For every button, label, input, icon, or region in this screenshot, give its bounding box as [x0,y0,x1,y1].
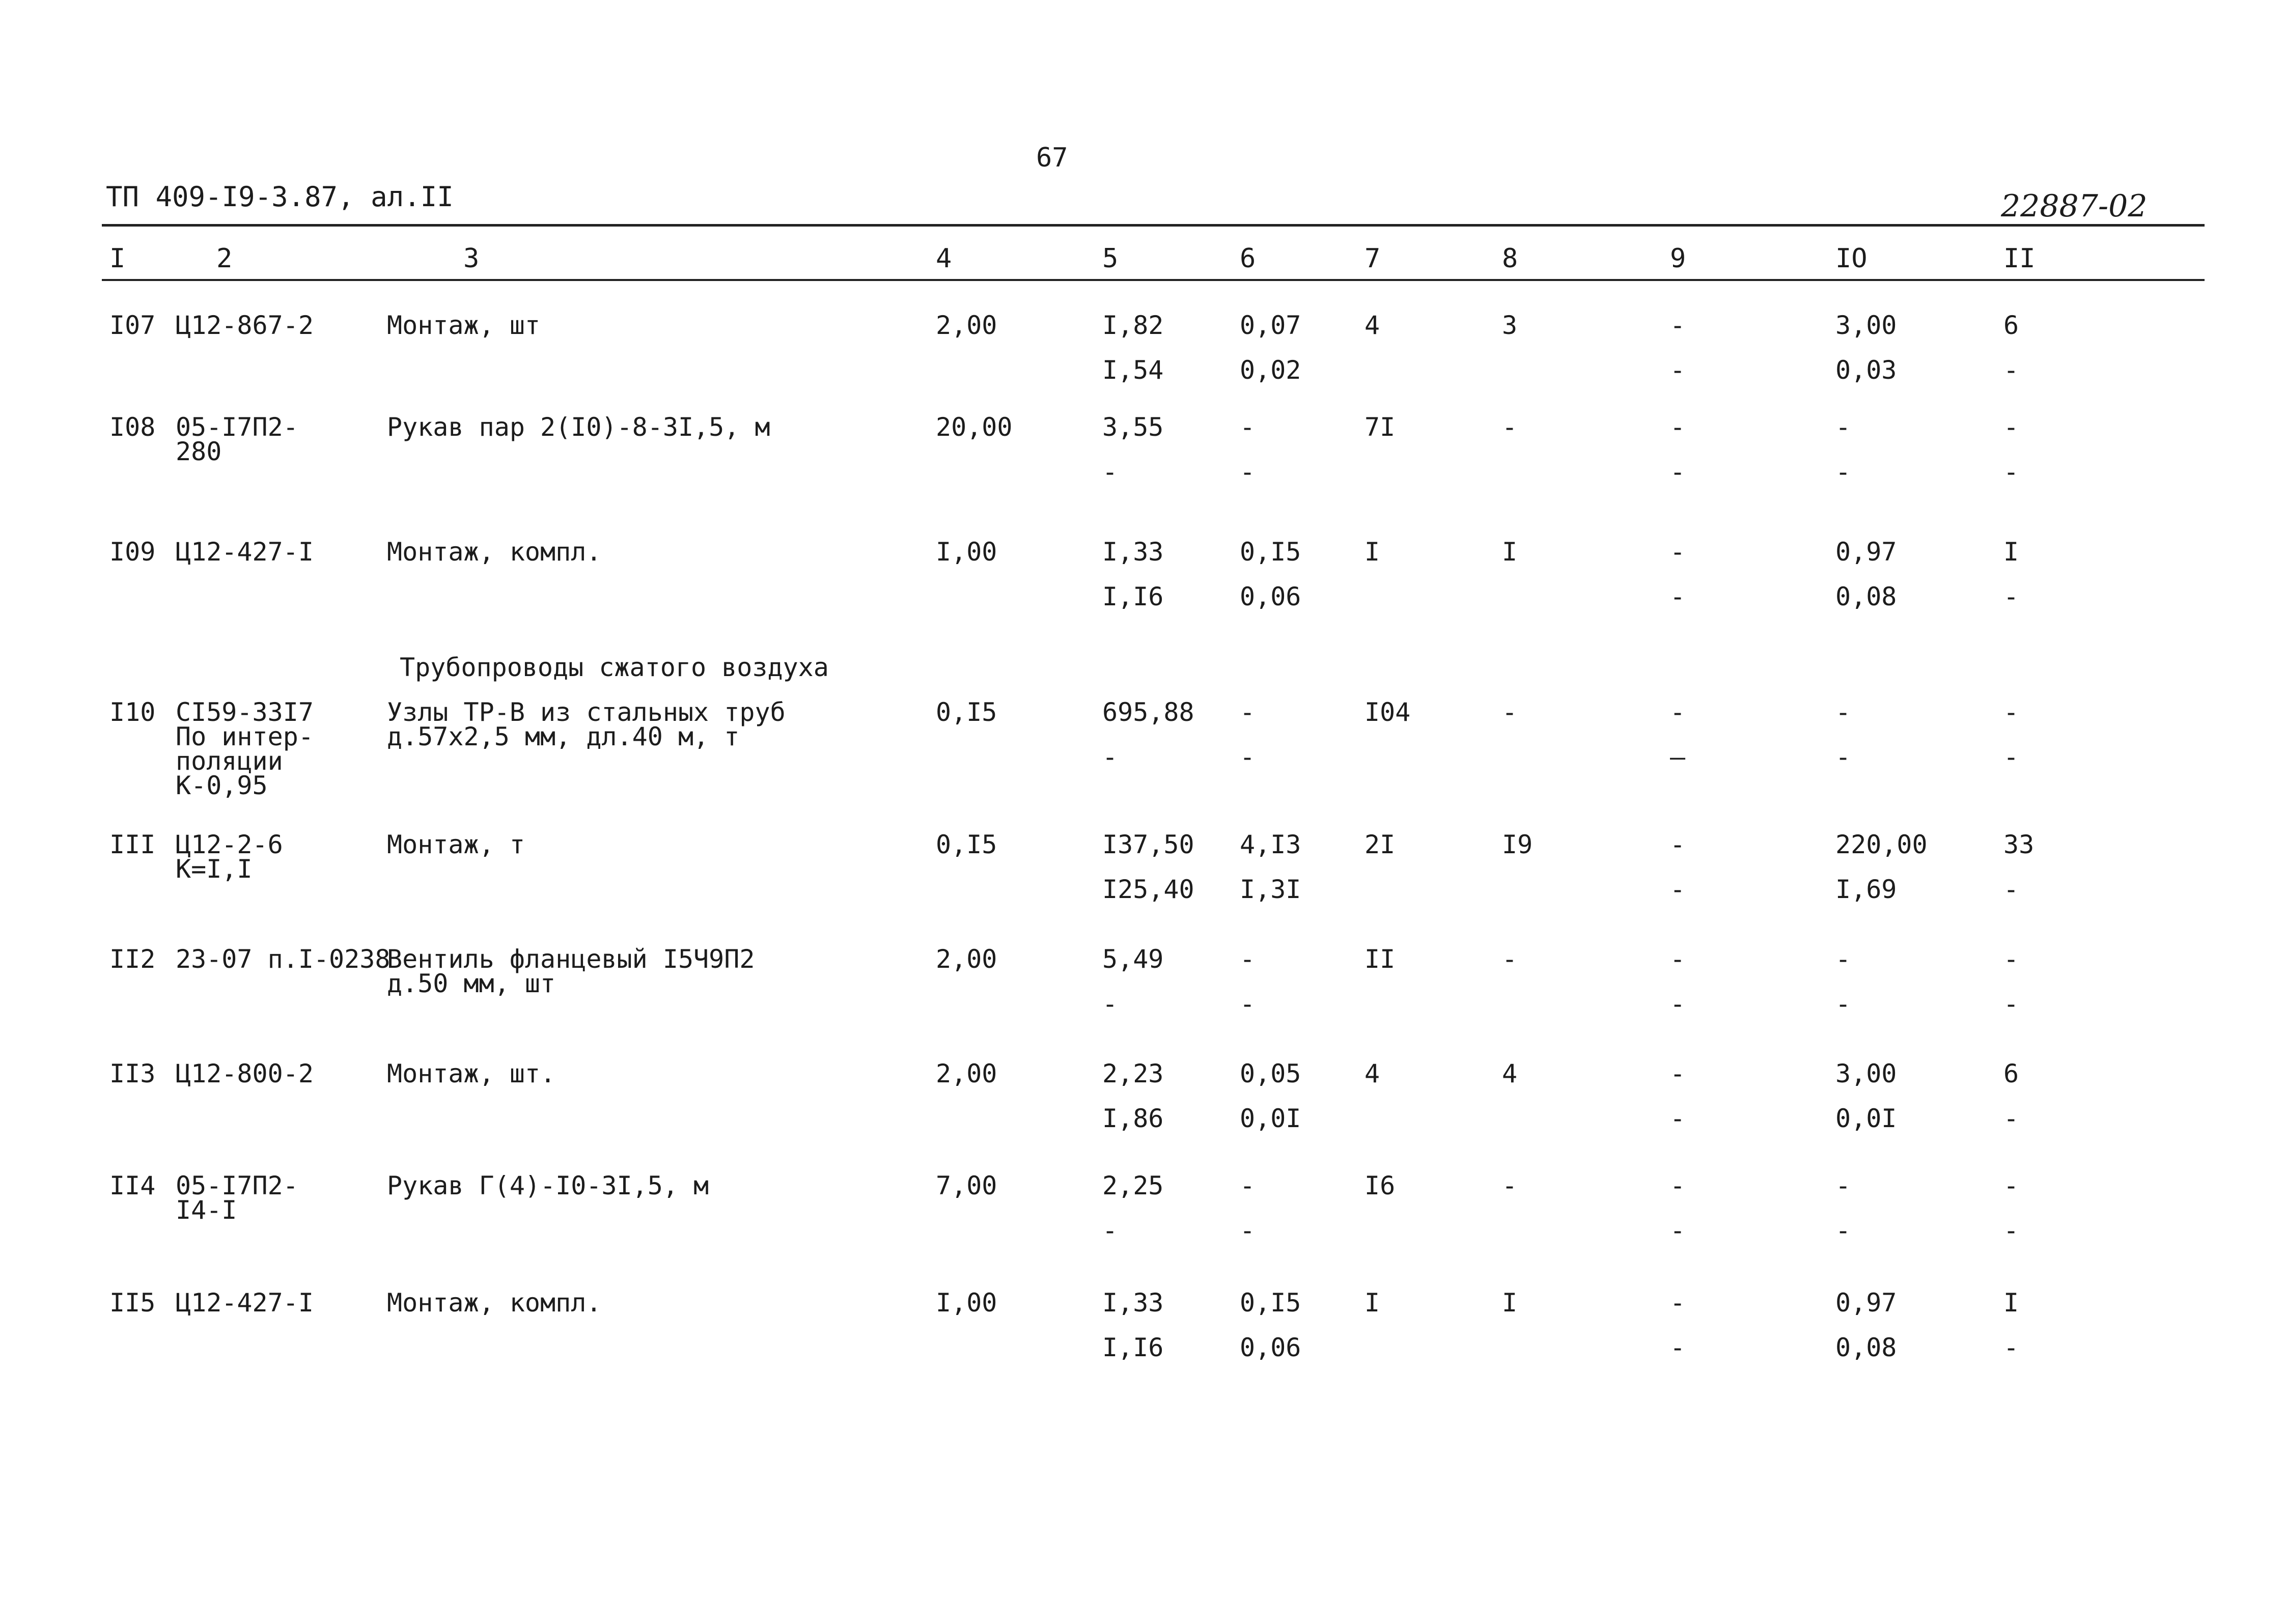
quantity: 2,00 [936,311,997,340]
col7-value: 4 [1364,311,1380,340]
col9-value: - [1670,1216,1686,1245]
row-number: II2 [109,944,156,974]
col7-value: I04 [1364,697,1411,727]
col10-value: - [1835,742,1851,772]
col11-value: - [2003,989,2019,1019]
col10-value: 220,00 [1835,830,1928,859]
work-description: Монтаж, компл. [387,537,602,567]
col10-value: 0,08 [1835,582,1897,611]
col9-value: - [1670,1059,1686,1088]
col9-value: - [1670,830,1686,859]
column-header-3: 3 [463,243,480,274]
col10-value: 3,00 [1835,1059,1897,1088]
col10-value: - [1835,989,1851,1019]
col9-value: - [1670,944,1686,974]
col11-value: - [2003,742,2019,772]
work-description: Монтаж, шт [387,311,541,340]
col8-value: 4 [1502,1059,1518,1088]
work-description: Монтаж, т [387,830,525,859]
col8-value: I9 [1502,830,1533,859]
col10-value: 3,00 [1835,311,1897,340]
cost-value: I,54 [1102,355,1164,385]
column-header-5: 5 [1102,243,1119,274]
quantity: 0,I5 [936,830,997,859]
document-number: 22887-02 [2001,188,2148,224]
col11-value: - [2003,355,2019,385]
work-description: Узлы ТР-В из стальных труб д.57х2,5 мм, дл.40 м, т [387,697,786,751]
column-header-4: 4 [936,243,952,274]
cost-value: 695,88 [1102,697,1194,727]
column-header-8: 8 [1502,243,1518,274]
col7-value: I6 [1364,1171,1396,1200]
quantity: I,00 [936,537,997,567]
col9-value: - [1670,457,1686,487]
wage-value: 4,I3 [1240,830,1301,859]
col10-value: - [1835,697,1851,727]
cost-value: I37,50 [1102,830,1194,859]
wage-value: 0,02 [1240,355,1301,385]
wage-value: - [1240,1171,1256,1200]
col9-value: - [1670,412,1686,442]
col9-value: - [1670,582,1686,611]
col9-value: - [1670,989,1686,1019]
cost-value: - [1102,1216,1118,1245]
cost-value: 2,25 [1102,1171,1164,1200]
row-number: I07 [109,311,156,340]
col10-value: I,69 [1835,875,1897,904]
col11-value: - [2003,1104,2019,1133]
col11-value: - [2003,944,2019,974]
row-number: II4 [109,1171,156,1200]
wage-value: - [1240,457,1256,487]
column-header-6: 6 [1240,243,1256,274]
col8-value: - [1502,944,1518,974]
quantity: 0,I5 [936,697,997,727]
work-description: Рукав пар 2(I0)-8-3I,5, м [387,412,770,442]
work-description: Вентиль фланцевый I5Ч9П2 д.50 мм, шт [387,944,755,998]
col7-value: I [1364,1288,1380,1318]
col9-value: - [1670,1288,1686,1318]
col10-value: 0,97 [1835,537,1897,567]
col11-value: - [2003,457,2019,487]
col11-value: I [2003,537,2019,567]
col7-value: 2I [1364,830,1396,859]
col11-value: 33 [2003,830,2035,859]
col8-value: - [1502,1171,1518,1200]
cost-value: - [1102,457,1118,487]
wage-value: I,3I [1240,875,1301,904]
wage-value: - [1240,1216,1256,1245]
col9-value: - [1670,697,1686,727]
row-number: III [109,830,156,859]
wage-value: 0,06 [1240,1333,1301,1362]
col11-value: - [2003,697,2019,727]
wage-value: - [1240,742,1256,772]
work-description: Монтаж, компл. [387,1288,602,1318]
col10-value: 0,03 [1835,355,1897,385]
row-number: I08 [109,412,156,442]
col11-value: - [2003,412,2019,442]
wage-value: - [1240,697,1256,727]
column-header-2: 2 [216,243,233,274]
col10-value: - [1835,412,1851,442]
row-number: II3 [109,1059,156,1088]
col8-value: I [1502,537,1518,567]
cost-value: I,I6 [1102,582,1164,611]
wage-value: - [1240,944,1256,974]
cost-value: I,86 [1102,1104,1164,1133]
column-header-9: 9 [1670,243,1686,274]
col11-value: - [2003,875,2019,904]
document-code: ТП 409-I9-3.87, ал.II [106,181,454,213]
col8-value: - [1502,412,1518,442]
cost-value: I25,40 [1102,875,1194,904]
col7-value: I [1364,537,1380,567]
col9-value: - [1670,1104,1686,1133]
cost-value: - [1102,989,1118,1019]
column-header-10: IO [1835,243,1868,274]
col10-value: - [1835,1216,1851,1245]
column-header-rule [102,279,2205,281]
rate-code: 05-I7П2- I4-I [176,1171,298,1225]
work-description: Рукав Г(4)-I0-3I,5, м [387,1171,709,1200]
cost-value: I,82 [1102,311,1164,340]
section-title: Трубопроводы сжатого воздуха [400,653,829,682]
wage-value: 0,07 [1240,311,1301,340]
col11-value: - [2003,1216,2019,1245]
col11-value: I [2003,1288,2019,1318]
row-number: II5 [109,1288,156,1318]
work-description: Монтаж, шт. [387,1059,556,1088]
rate-code: Ц12-800-2 [176,1059,314,1088]
quantity: I,00 [936,1288,997,1318]
col8-value: I [1502,1288,1518,1318]
col9-value: - [1670,1333,1686,1362]
row-number: I09 [109,537,156,567]
col11-value: - [2003,582,2019,611]
col9-value: - [1670,1171,1686,1200]
rate-code: Ц12-2-6 К=I,I [176,830,283,884]
cost-value: 3,55 [1102,412,1164,442]
wage-value: - [1240,412,1256,442]
header-rule [102,224,2205,227]
col9-value: — [1670,742,1686,772]
col8-value: 3 [1502,311,1518,340]
col11-value: - [2003,1333,2019,1362]
quantity: 2,00 [936,1059,997,1088]
col11-value: - [2003,1171,2019,1200]
cost-value: I,I6 [1102,1333,1164,1362]
col8-value: - [1502,697,1518,727]
col9-value: - [1670,537,1686,567]
col10-value: 0,97 [1835,1288,1897,1318]
quantity: 20,00 [936,412,1013,442]
col9-value: - [1670,355,1686,385]
column-header-7: 7 [1364,243,1381,274]
col10-value: 0,0I [1835,1104,1897,1133]
wage-value: 0,05 [1240,1059,1301,1088]
cost-value: I,33 [1102,537,1164,567]
rate-code: 23-07 п.I-0238 [176,944,391,974]
col7-value: II [1364,944,1396,974]
quantity: 7,00 [936,1171,997,1200]
page-number: 67 [1036,143,1068,173]
col10-value: - [1835,1171,1851,1200]
col11-value: 6 [2003,311,2019,340]
col9-value: - [1670,875,1686,904]
col10-value: 0,08 [1835,1333,1897,1362]
col7-value: 4 [1364,1059,1380,1088]
col7-value: 7I [1364,412,1396,442]
rate-code: CI59-33I7 По интер- поляции К-0,95 [176,697,314,800]
wage-value: 0,I5 [1240,1288,1301,1318]
rate-code: 05-I7П2- 280 [176,412,298,466]
rate-code: Ц12-427-I [176,537,314,567]
cost-value: I,33 [1102,1288,1164,1318]
quantity: 2,00 [936,944,997,974]
col10-value: - [1835,944,1851,974]
wage-value: 0,I5 [1240,537,1301,567]
cost-value: 5,49 [1102,944,1164,974]
rate-code: Ц12-427-I [176,1288,314,1318]
col9-value: - [1670,311,1686,340]
wage-value: - [1240,989,1256,1019]
col10-value: - [1835,457,1851,487]
wage-value: 0,06 [1240,582,1301,611]
wage-value: 0,0I [1240,1104,1301,1133]
column-header-1: I [109,243,126,274]
cost-value: 2,23 [1102,1059,1164,1088]
column-header-11: II [2003,243,2036,274]
cost-value: - [1102,742,1118,772]
rate-code: Ц12-867-2 [176,311,314,340]
row-number: I10 [109,697,156,727]
col11-value: 6 [2003,1059,2019,1088]
